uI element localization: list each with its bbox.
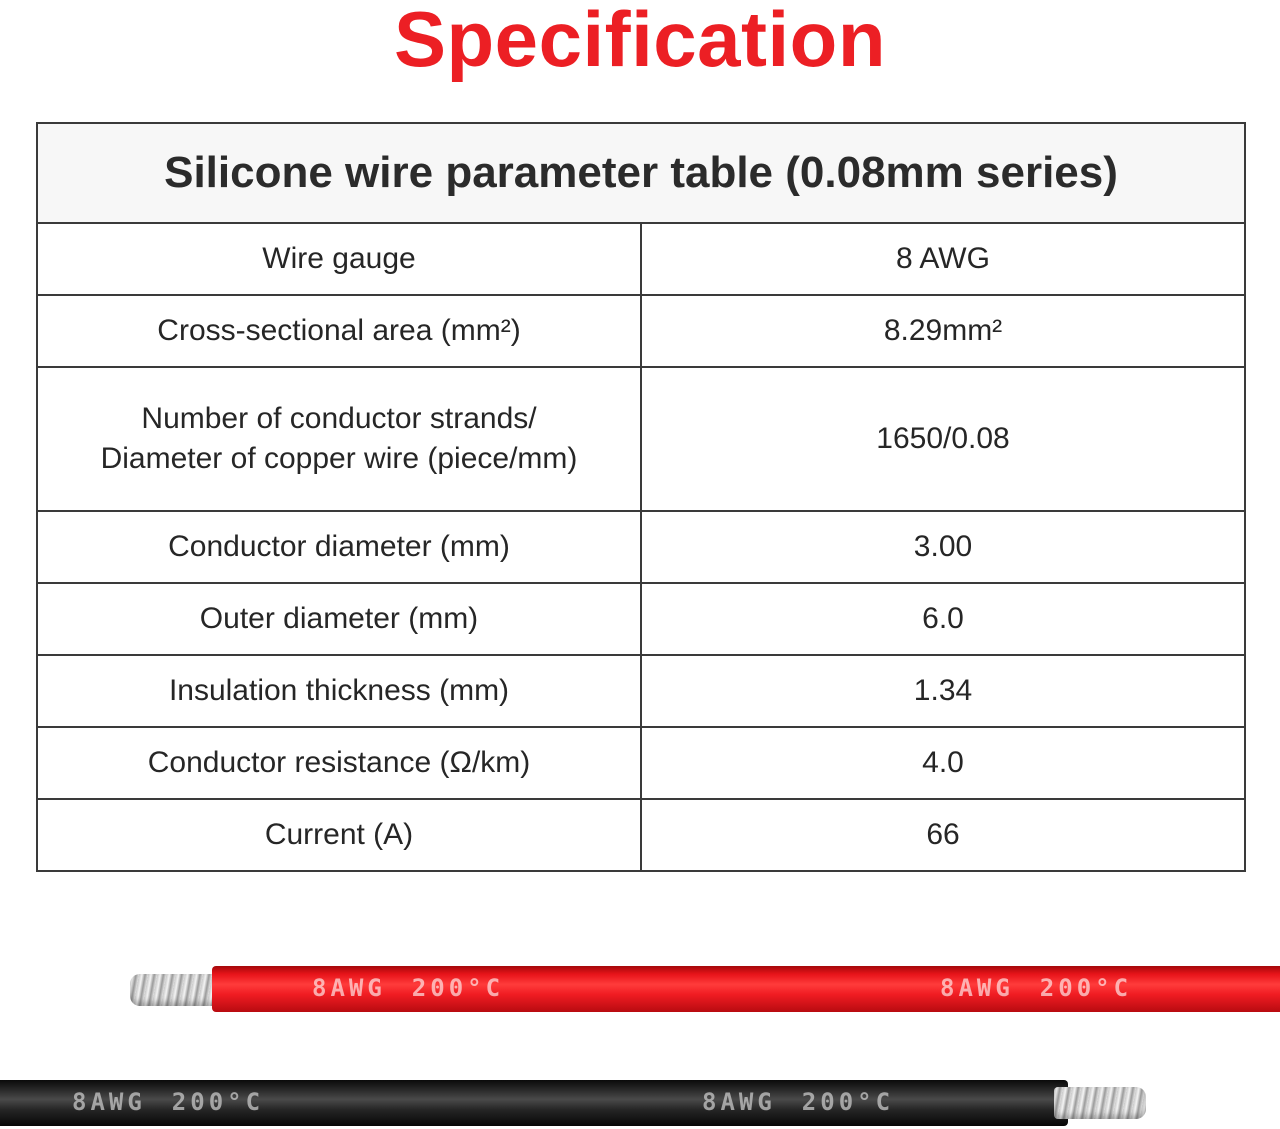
row-label-strands-line2: Diameter of copper wire (piece/mm): [100, 442, 578, 475]
row-value-current: 66: [641, 799, 1245, 871]
table-row: [37, 799, 1245, 871]
red-wire-gauge-marking: 8AWG: [312, 974, 386, 1002]
black-wire-marking-repeat: [702, 1088, 894, 1116]
row-label-conductor-diameter: Conductor diameter (mm): [37, 511, 641, 583]
row-value-insulation: 1.34: [641, 655, 1245, 727]
table-row: [37, 511, 1245, 583]
row-value-conductor-diameter: 3.00: [641, 511, 1245, 583]
table-row: [37, 655, 1245, 727]
black-wire-gauge-marking: 8AWG: [72, 1088, 146, 1116]
table-row: [37, 223, 1245, 295]
row-label-strands-line1: Number of conductor strands/: [141, 402, 537, 435]
row-label-cross-section: Cross-sectional area (mm²): [37, 295, 641, 367]
black-wire-marking: [72, 1088, 264, 1116]
red-wire-marking-repeat: [940, 974, 1132, 1002]
row-value-resistance: 4.0: [641, 727, 1245, 799]
black-wire: [0, 1080, 1280, 1128]
red-wire-temp-marking-2: 200°C: [1039, 974, 1133, 1002]
black-wire-temp-marking: 200°C: [171, 1088, 265, 1116]
red-wire: [0, 966, 1280, 1016]
row-label-wire-gauge: Wire gauge: [37, 223, 641, 295]
row-label-strands: [37, 367, 641, 511]
row-value-strands: 1650/0.08: [641, 367, 1245, 511]
table-title: Silicone wire parameter table (0.08mm series): [37, 123, 1245, 223]
black-wire-temp-marking-2: 200°C: [801, 1088, 895, 1116]
row-value-cross-section: 8.29mm²: [641, 295, 1245, 367]
red-wire-gauge-marking-2: 8AWG: [940, 974, 1014, 1002]
red-wire-temp-marking: 200°C: [411, 974, 505, 1002]
table-row: [37, 583, 1245, 655]
table-row: [37, 727, 1245, 799]
red-wire-marking: [312, 974, 504, 1002]
wire-parameter-table: [36, 122, 1246, 872]
row-label-current: Current (A): [37, 799, 641, 871]
row-label-resistance: Conductor resistance (Ω/km): [37, 727, 641, 799]
page-heading: Specification: [394, 0, 886, 83]
table-title-row: [37, 123, 1245, 223]
row-label-outer-diameter: Outer diameter (mm): [37, 583, 641, 655]
row-value-outer-diameter: 6.0: [641, 583, 1245, 655]
black-wire-copper-strands: [1054, 1087, 1146, 1119]
table-row: [37, 295, 1245, 367]
row-value-wire-gauge: 8 AWG: [641, 223, 1245, 295]
black-wire-gauge-marking-2: 8AWG: [702, 1088, 776, 1116]
row-label-insulation: Insulation thickness (mm): [37, 655, 641, 727]
table-row: [37, 367, 1245, 511]
